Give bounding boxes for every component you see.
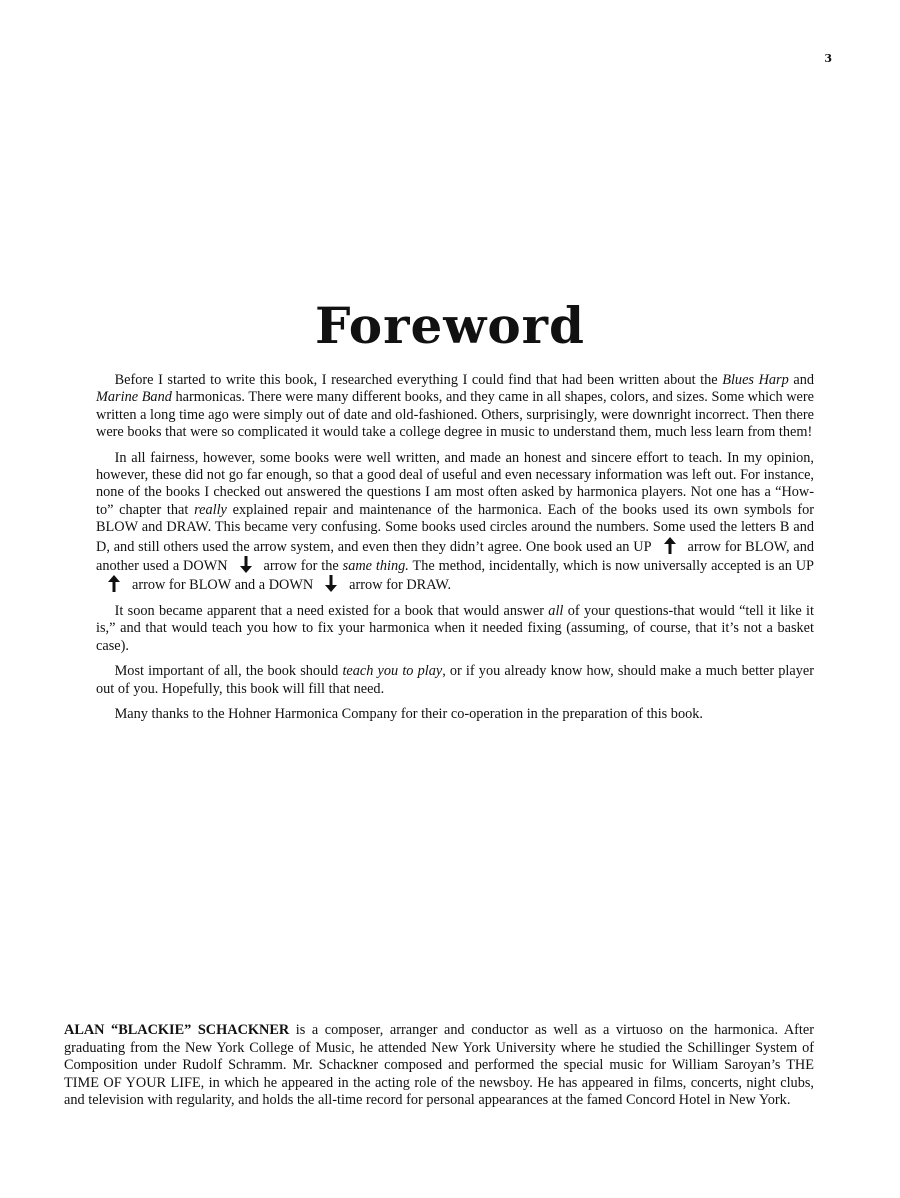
paragraph-text: Many thanks to the Hohner Harmonica Company for their co-operation in the preparation of this book. bbox=[114, 705, 703, 722]
paragraph-text: harmonicas. There were many different books, and they came in all shapes, colors, and sizes. Some which were written a long time ago were simply out of date and old-fashioned. Others, surprisingly, were downright incorrect. Then there were books that were so complicated it would take a college degree in music to understand them, much less learn from them! bbox=[96, 389, 815, 441]
page-number: 3 bbox=[824, 52, 832, 65]
arrow-down-icon bbox=[323, 575, 339, 592]
paragraph-text: of your questions-that would “tell it like it is,” and that would teach you how to fix your harmonica when it needed fixing (assuming, of course, that it’s not a basket case). bbox=[96, 602, 814, 654]
paragraph-text: arrow for the bbox=[263, 558, 343, 575]
arrow-down-icon bbox=[238, 556, 254, 573]
arrow-up-icon bbox=[662, 537, 678, 554]
paragraph-text: arrow for DRAW. bbox=[349, 577, 452, 594]
foreword-body bbox=[96, 372, 814, 731]
italic-text: all bbox=[548, 602, 564, 619]
foreword-paragraph bbox=[96, 706, 814, 723]
paragraph-text: arrow for BLOW and a DOWN bbox=[132, 577, 314, 594]
foreword-paragraph bbox=[96, 663, 814, 698]
foreword-paragraph bbox=[96, 603, 814, 655]
author-bio-text: is a composer, arranger and conductor as well as a virtuoso on the harmonica. After graduating from the New York College of Music, he attended New York University where he studied the Schillinger System of Composition under Rudolf Schramm. Mr. Schackner composed and performed the special music for William Saroyan’s THE TIME OF YOUR LIFE, in which he appeared in the acting role of the newsboy. He has appeared in films, concerts, night clubs, and television with regularity, and holds the all-time record for personal appearances at the famed Concord Hotel in New York. bbox=[64, 1022, 814, 1109]
paragraph-text: , or if you already know how, should make a much better player out of you. Hopefully, this book will fill that need. bbox=[96, 663, 814, 697]
author-name: ALAN “BLACKIE” SCHACKNER bbox=[64, 1022, 290, 1038]
arrow-up-icon bbox=[106, 575, 122, 592]
foreword-paragraph bbox=[96, 450, 814, 595]
paragraph-text: The method, incidentally, which is now universally accepted is an UP bbox=[408, 558, 815, 575]
italic-text: Marine Band bbox=[96, 389, 172, 406]
page-title: Foreword bbox=[315, 296, 585, 355]
italic-text: same thing. bbox=[342, 558, 409, 575]
italic-text: Blues Harp bbox=[722, 372, 789, 388]
paragraph-text: Most important of all, the book should bbox=[114, 663, 343, 680]
foreword-paragraph bbox=[96, 372, 814, 442]
paragraph-text: In all fairness, however, some books were well written, and made an honest and sincere effort to teach. In my opinion, however, these did not go far enough, so that a good deal of useful and even necessary information was left out. For instance, none of the books I checked out answered the questions I am most often asked by harmonica players. Not one has a “How-to” chapter that bbox=[96, 449, 814, 518]
paragraph-text: Before I started to write this book, I researched everything I could find that had been written about the bbox=[114, 372, 723, 388]
italic-text: really bbox=[194, 501, 227, 518]
paragraph-text: It soon became apparent that a need existed for a book that would answer bbox=[114, 602, 549, 619]
paragraph-text: arrow for BLOW, and another used a DOWN bbox=[96, 538, 814, 575]
author-bio bbox=[64, 1022, 814, 1110]
paragraph-text: and bbox=[788, 372, 814, 388]
paragraph-text: explained repair and maintenance of the harmonica. Each of the books used its own symbols for BLOW and DRAW. This became very confusing. Some books used circles around the numbers. Some used the letters B and D, and still others used the arrow system, and even then they didn’t agree. One book used an UP bbox=[96, 501, 814, 555]
italic-text: teach you to play bbox=[342, 663, 443, 680]
